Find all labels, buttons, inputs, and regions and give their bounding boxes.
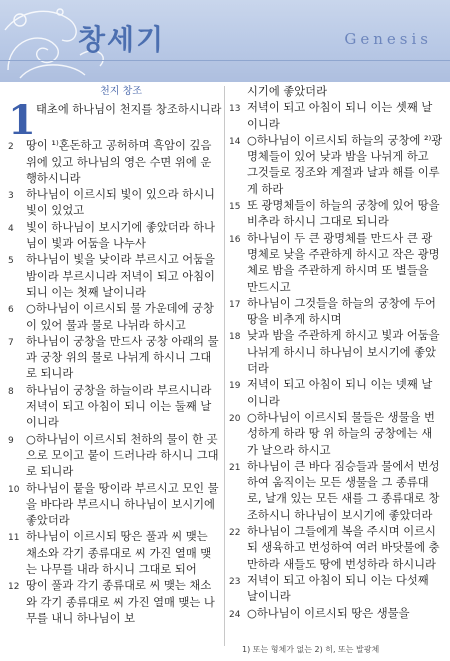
verse-text: 하나님이 두 큰 광명체를 만드사 큰 광명체로 낮을 주관하게 하시고 작은 광명체로 밤을 주관하게 하시며 또 별들을 만드시고 xyxy=(247,231,440,294)
verse-9 xyxy=(8,432,222,481)
book-title-english: Genesis xyxy=(344,30,432,48)
verse-number: 10 xyxy=(8,484,20,495)
verse-text: 땅이 ¹⁾혼돈하고 공허하며 흑암이 깊음 위에 있고 하나님의 영은 수면 위에 운행하시니라 xyxy=(26,139,212,185)
verse-text: ○하나님이 이르시되 물들은 생물을 번성하게 하라 땅 위 하늘의 궁창에는 새가 날으라 하시고 xyxy=(247,410,435,457)
verse-text: 빛이 하나님이 보시기에 좋았더라 하나님이 빛과 어둠을 나누사 xyxy=(26,220,215,251)
verse-13 xyxy=(229,100,443,133)
verse-4 xyxy=(8,220,222,253)
verse-number: 20 xyxy=(229,413,241,424)
verse-22 xyxy=(229,524,443,573)
verse-text: ○하나님이 이르시되 천하의 물이 한 곳으로 모이고 뭍이 드러나라 하시니 그대로 되니라 xyxy=(26,432,219,479)
verse-text: 또 광명체들이 하늘의 궁창에 있어 땅을 비추라 하시니 그대로 되니라 xyxy=(247,199,440,229)
verse-number: 14 xyxy=(229,136,241,147)
verse-number: 4 xyxy=(8,223,14,234)
verse-text: 하나님이 그것들을 하늘의 궁창에 두어 땅을 비추게 하시며 xyxy=(247,296,436,327)
verse-number: 7 xyxy=(8,337,14,348)
verse-16 xyxy=(229,231,443,296)
verse-8 xyxy=(8,383,222,432)
verse-number: 12 xyxy=(8,582,20,593)
verse-text: 하나님이 궁창을 하늘이라 부르시니라 저녁이 되고 아침이 되니 이는 둘째 날이니라 xyxy=(26,383,212,430)
verse-number: 11 xyxy=(8,533,20,544)
verse-5 xyxy=(8,252,222,301)
book-title: 창세기 xyxy=(78,23,166,56)
verse-number: 5 xyxy=(8,256,14,267)
verse-number: 8 xyxy=(8,386,14,397)
verse-number: 22 xyxy=(229,528,241,539)
verse-20 xyxy=(229,410,443,459)
verse-text: 하나님이 이르시되 빛이 있으라 하시니 빛이 있었고 xyxy=(26,188,215,218)
verse-12 xyxy=(8,578,222,627)
verse-text: 하나님이 큰 바다 짐승들과 물에서 번성하여 움직이는 모든 생물을 그 종류대로, 날개 있는 모든 새를 그 종류대로 창조하시니 하나님이 보시기에 좋았더라 xyxy=(247,459,440,522)
verse-number: 18 xyxy=(229,332,241,343)
verse-17 xyxy=(229,296,443,329)
verse-text: 땅이 풀과 각기 종류대로 씨 맺는 채소와 각기 종류대로 씨 가진 열매 맺는 나무를 내니 하나님이 보 xyxy=(26,579,215,625)
verse-number: 19 xyxy=(229,381,241,392)
verse-number: 13 xyxy=(229,104,241,115)
verse-number: 17 xyxy=(229,299,241,310)
verse-text: 저녁이 되고 아침이 되니 이는 셋째 날이니라 xyxy=(247,101,433,131)
verse-number: 15 xyxy=(229,202,241,213)
verse-text: 하나님이 그들에게 복을 주시며 이르시되 생육하고 번성하여 여러 바닷물에 충만하라 새들도 땅에 번성하라 하시니라 xyxy=(247,525,440,571)
verse-23 xyxy=(229,573,443,606)
verse-text: 저녁이 되고 아침이 되니 이는 넷째 날이니라 xyxy=(247,378,433,408)
verse-number: 9 xyxy=(8,435,14,446)
verse-11 xyxy=(8,529,222,578)
verse-10 xyxy=(8,481,222,530)
right-column xyxy=(229,84,443,623)
verse-number: 3 xyxy=(8,191,14,202)
verse-3 xyxy=(8,187,222,220)
verse-7 xyxy=(8,334,222,383)
verse-19 xyxy=(229,377,443,410)
verse-text: 태초에 하나님이 천지를 창조하시니라 xyxy=(36,103,222,117)
verse-21 xyxy=(229,459,443,524)
verse-15 xyxy=(229,198,443,231)
verse-text: 하나님이 빛을 낮이라 부르시고 어둠을 밤이라 부르시니라 저녁이 되고 아침이 되니 이는 첫째 날이니라 xyxy=(26,253,215,299)
footnote: 1) 또는 형체가 없는 2) 히, 또는 발광체 xyxy=(242,645,380,654)
verse-2 xyxy=(8,138,222,187)
verse-text: 하나님이 뭍을 땅이라 부르시고 모인 물을 바다라 부르시니 하나님이 보시기에 좋았더라 xyxy=(26,481,219,528)
verse-text: 하나님이 궁창을 만드사 궁창 아래의 물과 궁창 위의 물로 나뉘게 하시니 그대로 되니라 xyxy=(26,334,219,381)
verse-continuation: 시기에 좋았더라 xyxy=(247,85,327,98)
chapter-number: 1 xyxy=(8,97,36,145)
verse-1 xyxy=(8,97,222,145)
verse-text: ○하나님이 이르시되 땅은 생물을 xyxy=(247,606,410,620)
verse-text: ○하나님이 이르시되 하늘의 궁창에 ²⁾광명체들이 있어 낮과 밤을 나뉘게 하고 그것들로 징조와 계절과 날과 해를 이루게 하라 xyxy=(247,133,443,196)
verse-number: 23 xyxy=(229,576,241,587)
verse-text: 저녁이 되고 아침이 되니 이는 다섯째 날이니라 xyxy=(247,573,429,604)
verse-text: ○하나님이 이르시되 물 가운데에 궁창이 있어 물과 물로 나뉘라 하시고 xyxy=(26,302,214,332)
verse-number: 16 xyxy=(229,234,241,245)
verse-number: 6 xyxy=(8,305,14,316)
verse-number: 2 xyxy=(8,142,14,153)
verse-18 xyxy=(229,328,443,377)
header-banner xyxy=(0,0,450,82)
header-rule xyxy=(0,60,450,61)
verse-text: 낮과 밤을 주관하게 하시고 빛과 어둠을 나뉘게 하시니 하나님이 보시기에 좋았더라 xyxy=(247,329,440,376)
verse-number: 24 xyxy=(229,609,241,620)
verse-6 xyxy=(8,301,222,334)
verse-number: 21 xyxy=(229,462,241,473)
verse-24 xyxy=(229,606,443,623)
verse-14 xyxy=(229,133,443,198)
left-column xyxy=(8,84,222,627)
column-divider xyxy=(224,86,225,646)
verse-text: 하나님이 이르시되 땅은 풀과 씨 맺는 채소와 각기 종류대로 씨 가진 열매 맺는 나무를 내라 하시니 그대로 되어 xyxy=(26,530,212,577)
section-heading: 천지 창조 xyxy=(100,86,142,97)
